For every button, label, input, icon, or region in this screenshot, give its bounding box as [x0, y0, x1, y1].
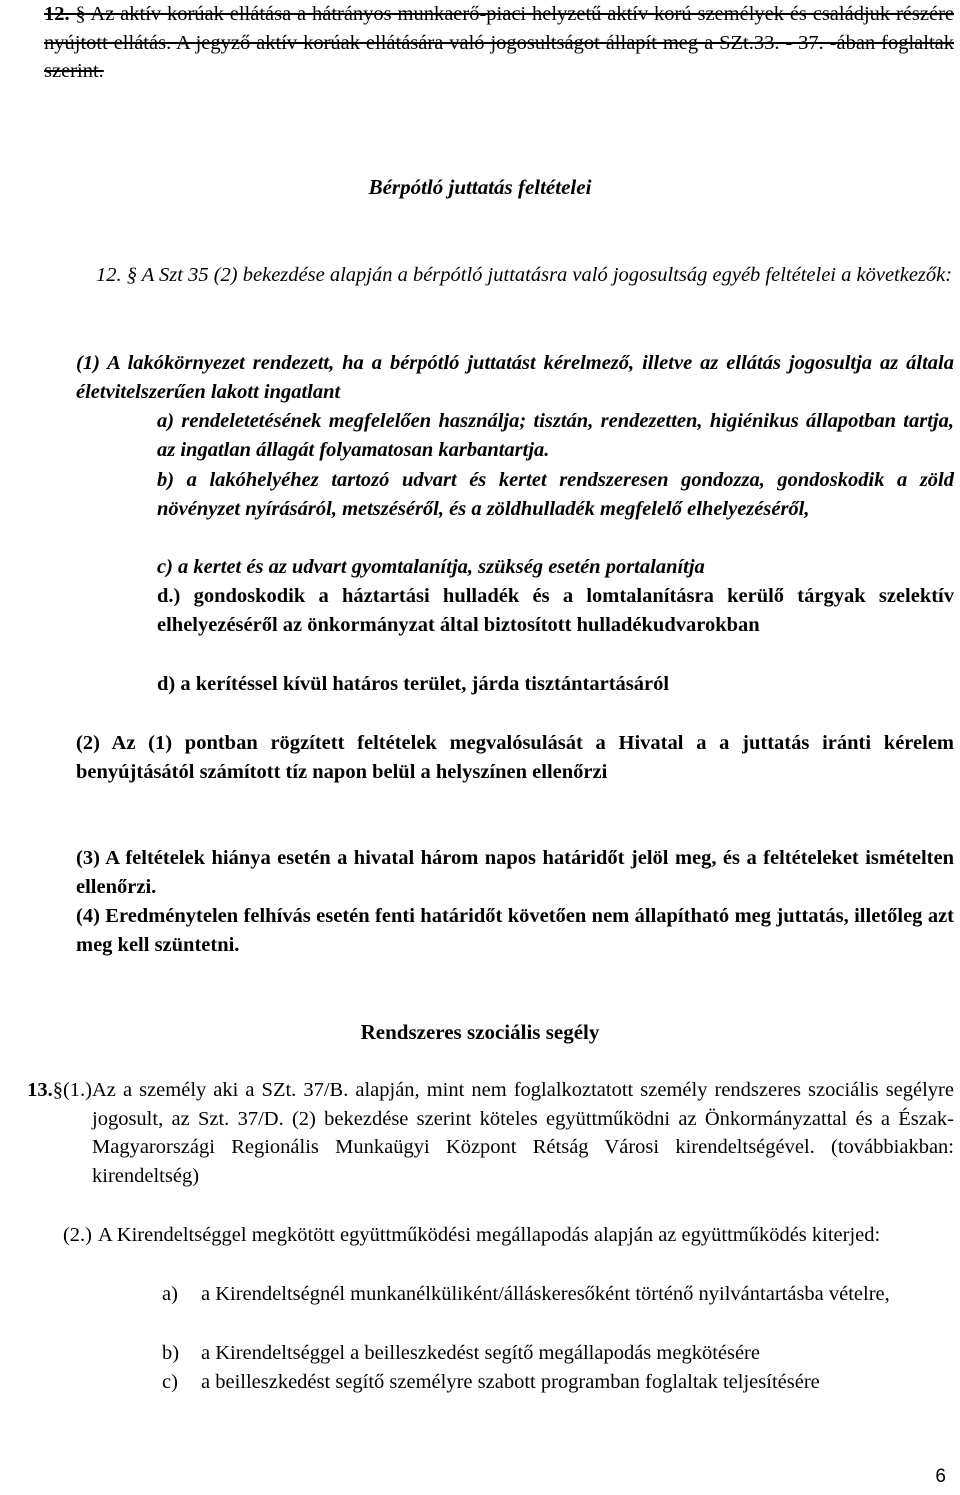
section-13-p1-label: (1.): [62, 1079, 92, 1101]
section-13-item-c-label: c): [162, 1371, 178, 1393]
section-13-p1: [0, 1076, 954, 1190]
section-13-item-b-text: a Kirendeltséggel a beilleszkedést segítő megállapodás megkötésére: [201, 1342, 760, 1364]
section-12-number: 12.: [96, 264, 122, 286]
section-12-item-c: c) a kertet és az udvart gyomtalanítja, szükség esetén portalanítja: [157, 556, 705, 578]
section-12-item-a: a) rendeletetésének megfelelően használja; tisztán, rendezetten, higiénikus állapotban tartja, az ingatlan állagát folyamatosan karbantartja.: [157, 410, 954, 461]
heading-rendszeres: Rendszeres szociális segély: [360, 1020, 600, 1044]
section-13-item-c-text: a beilleszkedést segítő személyre szabott programban foglaltak teljesítésére: [201, 1371, 820, 1393]
section-12-p2: (2) Az (1) pontban rögzített feltételek megvalósulását a Hivatal a a juttatás iránti kérelem benyújtásától számított tíz napon belül a helyszínen ellenőrzi: [76, 732, 954, 783]
section-13-item-a-label: a): [162, 1283, 178, 1305]
section-sign-icon: §: [75, 3, 86, 25]
section-13-item-c: [162, 1368, 954, 1397]
heading-berpotlo: Bérpótló juttatás feltételei: [368, 175, 592, 199]
section-12-item-d2: d) a kerítéssel kívül határos terület, járda tisztántartásáról: [157, 673, 670, 695]
section-13-p2-text: A Kirendeltséggel megkötött együttműködési megállapodás alapján az együttműködés kiterjed:: [98, 1224, 881, 1246]
section-sign-icon: §: [52, 1079, 63, 1101]
struck-paragraph-text: Az aktív korúak ellátása a hátrányos munkaerő-piaci helyzetű aktív korú személyek és családjuk részére nyújtott ellátás. A jegyző aktív korúak ellátására való jogosultságot állapít meg a SZt.33. - 37. -ában foglaltak szerint.: [44, 3, 955, 82]
section-12-p1: (1) A lakókörnyezet rendezett, ha a bérpótló juttatást kérelmező, illetve az ellátás jogosultja az általa életvitelszerűen lakott ingatlant: [76, 352, 954, 403]
section-13-p1-text: Az a személy aki a SZt. 37/B. alapján, mint nem foglalkoztatott személy rendszeres szociális segélyre jogosult, az Szt. 37/D. (2) bekezdése szerint köteles együttműködni az Önkormányzattal és a Észak-Magyarországi Regionális Munkaügyi Központ Rétság Városi kirendeltségével. (továbbiakban: kirendeltség): [92, 1079, 954, 1187]
section-12-intro-text: A Szt 35 (2) bekezdése alapján a bérpótló juttatásra való jogosultság egyéb feltételei a következők:: [141, 264, 953, 286]
section-12-p3: (3) A feltételek hiánya esetén a hivatal három napos határidőt jelöl meg, és a feltételeket ismételten ellenőrzi.: [76, 847, 954, 898]
section-13-p2-label: (2.): [62, 1224, 92, 1246]
struck-paragraph-number: 12.: [44, 3, 70, 25]
section-13-item-b-label: b): [162, 1342, 180, 1364]
section-13-p2: [0, 1221, 954, 1250]
section-12-p4: (4) Eredménytelen felhívás esetén fenti határidőt követően nem állapítható meg juttatás, illetőleg azt meg kell szüntetni.: [76, 905, 954, 956]
struck-paragraph: [44, 0, 954, 86]
section-13-item-b: [162, 1339, 954, 1368]
section-12-item-b: b) a lakóhelyéhez tartozó udvart és kertet rendszeresen gondozza, gondoskodik a zöld növényzet nyírásáról, metszéséről, és a zöldhulladék megfelelő elhelyezéséről,: [157, 469, 954, 520]
section-12-item-d1: d.) gondoskodik a háztartási hulladék és a lomtalanításra kerülő tárgyak szelektív elhelyezéséről az önkormányzat által biztosított hulladékudvarokban: [157, 585, 954, 636]
section-13-item-a: [162, 1280, 954, 1309]
section-13-number: 13.: [27, 1079, 53, 1101]
section-sign-icon: §: [126, 264, 137, 286]
section-13-item-a-text: a Kirendeltségnél munkanélküliként/álláskeresőként történő nyilvántartásba vételre,: [201, 1283, 890, 1305]
section-12-intro: [76, 261, 954, 290]
page-number: 6: [935, 1465, 946, 1487]
